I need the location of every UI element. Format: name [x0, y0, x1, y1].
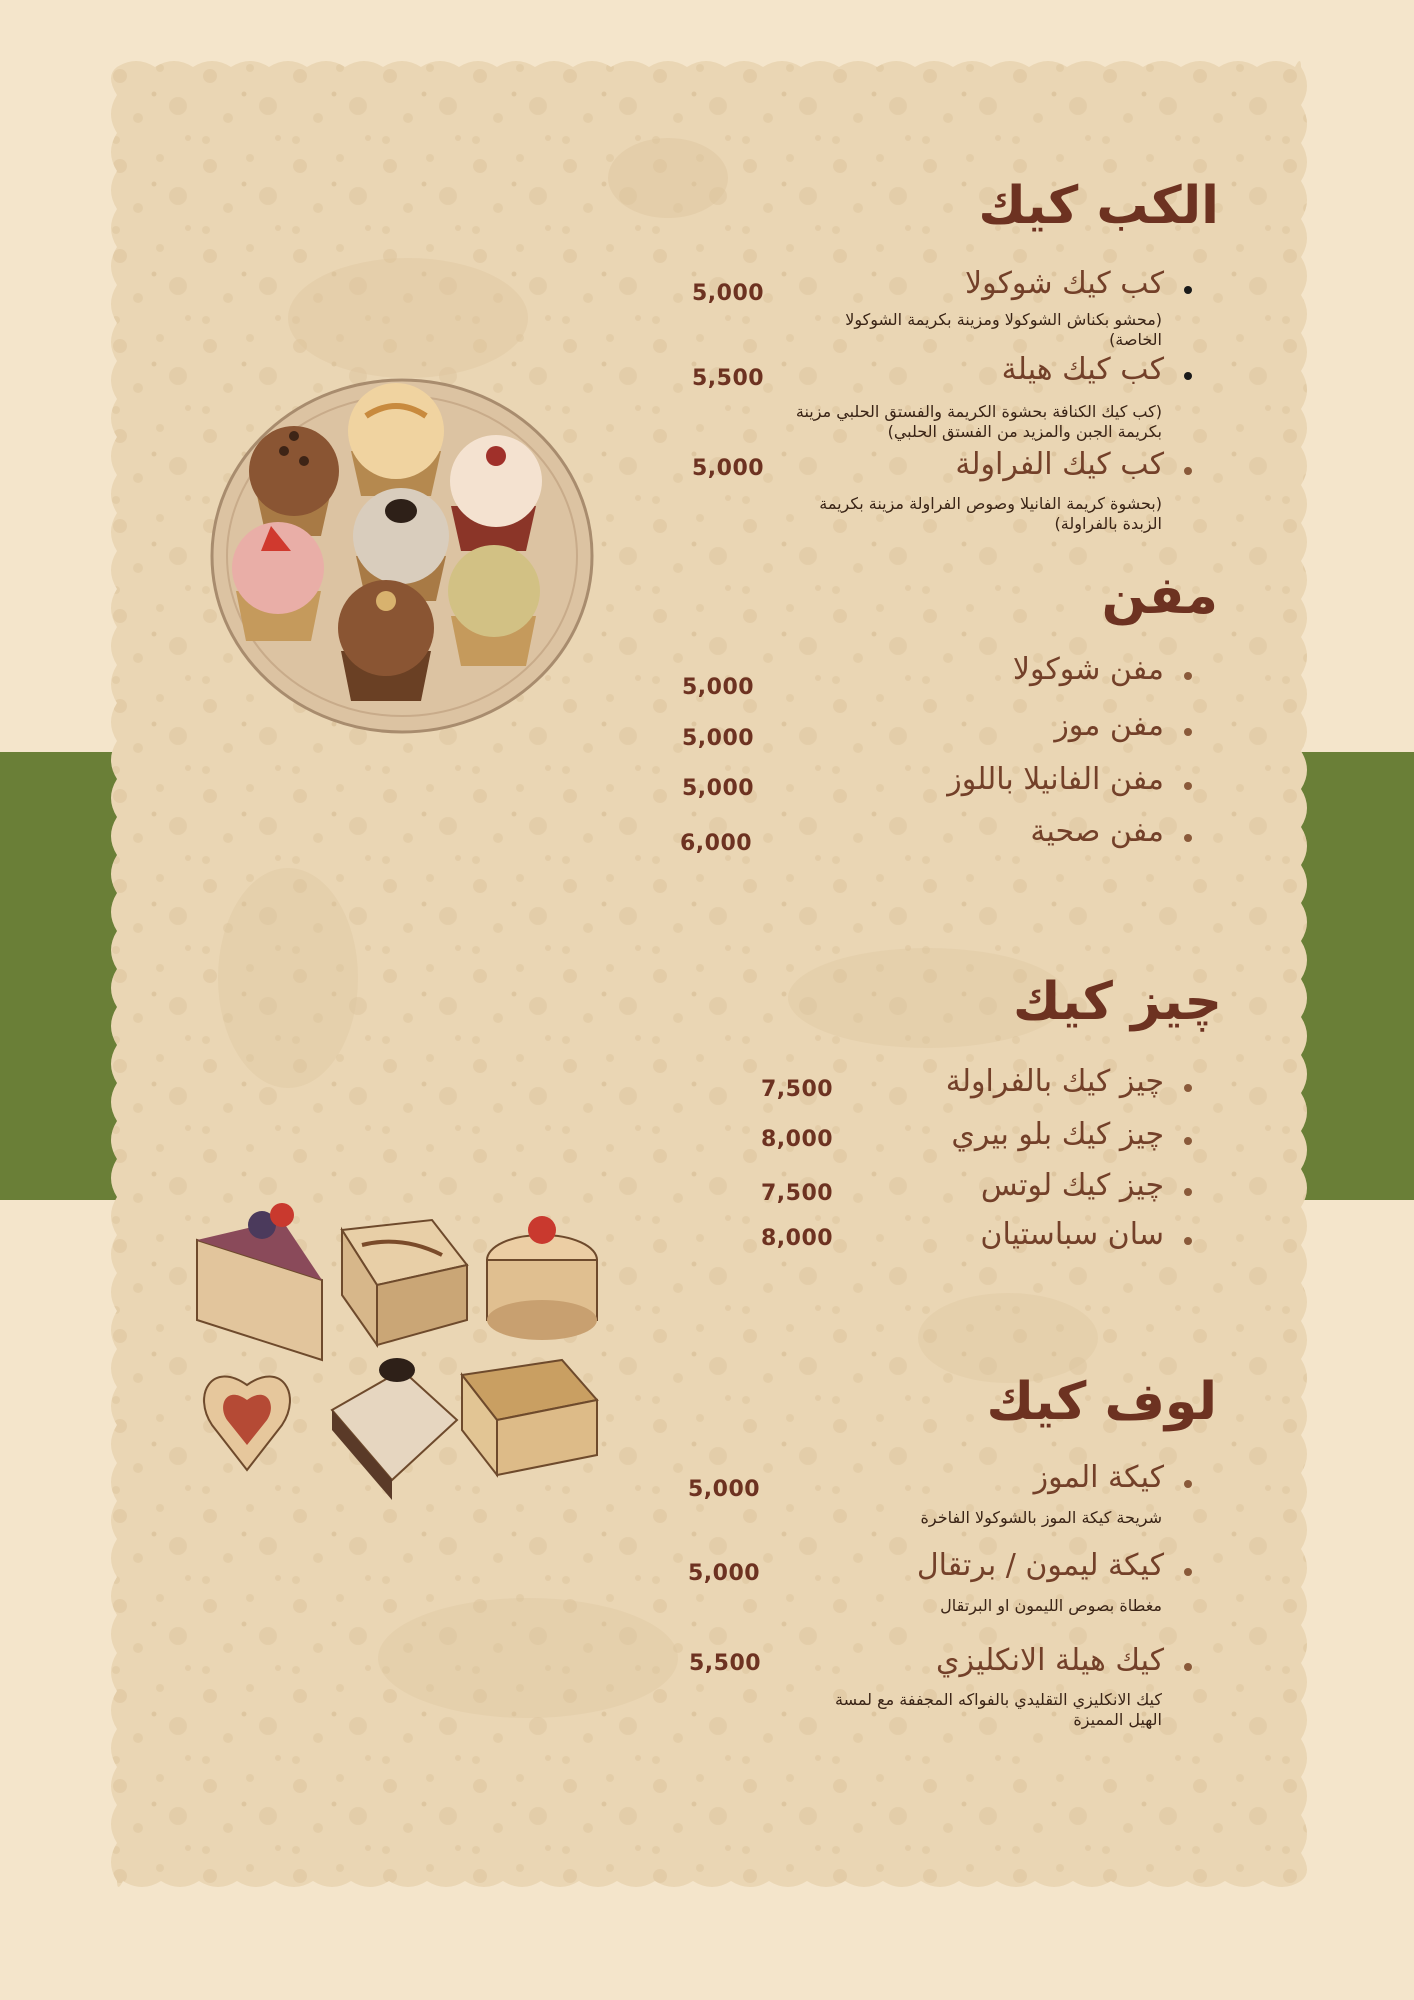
- bullet-dot: [1184, 728, 1192, 736]
- item-description: (بحشوة كريمة الفانيلا وصوص الفراولة مزينة بكريمة الزبدة بالفراولة): [819, 494, 1162, 533]
- bullet-dot: [1184, 286, 1192, 294]
- item-name: چيز كيك لوتس: [980, 1168, 1164, 1203]
- item-name: كب كيك الفراولة: [955, 447, 1164, 482]
- item-description: كيك الانكليزي التقليدي بالفواكه المجففة مع لمسة الهيل المميزة: [835, 1690, 1162, 1729]
- item-price: 8,000: [761, 1226, 834, 1251]
- item-price: 5,000: [688, 1477, 761, 1502]
- item-price: 5,000: [692, 456, 765, 481]
- item-description: (كب كيك الكنافة بحشوة الكريمة والفستق الحلبي مزينة بكريمة الجبن والمزيد من الفستق الحلبي): [795, 402, 1162, 441]
- item-name: مفن شوكولا: [1012, 652, 1164, 687]
- cupcake-icon: [232, 522, 324, 641]
- bullet-dot: [1184, 782, 1192, 790]
- cupcake-plate-illustration: [206, 376, 596, 736]
- bullet-dot: [1184, 1480, 1192, 1488]
- item-price: 7,500: [761, 1077, 834, 1102]
- item-price: 5,000: [692, 281, 765, 306]
- bullet-dot: [1184, 1568, 1192, 1576]
- cupcake-icon: [448, 545, 540, 666]
- bullet-dot: [1184, 672, 1192, 680]
- item-name: كب كيك هيلة: [1001, 352, 1164, 387]
- marble-cake-icon: [342, 1220, 467, 1345]
- item-price: 5,000: [688, 1561, 761, 1586]
- item-price: 5,500: [689, 1651, 762, 1676]
- section-title-cupcakes: الكب كيك: [978, 176, 1219, 236]
- section-title-cheesecake: چيز كيك: [1012, 972, 1222, 1032]
- bullet-dot: [1184, 372, 1192, 380]
- item-price: 5,000: [682, 726, 755, 751]
- bullet-dot: [1184, 1663, 1192, 1671]
- item-name: سان سباستيان: [980, 1217, 1164, 1252]
- caramel-cake-icon: [462, 1360, 597, 1475]
- bullet-dot: [1184, 1188, 1192, 1196]
- cupcake-icon: [348, 383, 444, 496]
- bullet-dot: [1184, 1237, 1192, 1245]
- section-title-loaf-cake: لوف كيك: [986, 1372, 1217, 1432]
- section-title-muffins: مفن: [1101, 566, 1218, 626]
- item-description: مغطاة بصوص الليمون او البرتقال: [940, 1596, 1162, 1615]
- item-name: كيك هيلة الانكليزي: [936, 1643, 1164, 1678]
- heart-cake-icon: [204, 1376, 290, 1470]
- item-name: مفن الفانيلا باللوز: [947, 762, 1164, 797]
- item-price: 5,500: [692, 366, 765, 391]
- bullet-dot: [1184, 467, 1192, 475]
- item-price: 7,500: [761, 1181, 834, 1206]
- item-price: 5,000: [682, 776, 755, 801]
- cheesecake-assortment-illustration: [192, 1200, 602, 1500]
- item-name: مفن موز: [1054, 708, 1164, 743]
- bullet-dot: [1184, 1084, 1192, 1092]
- item-name: كب كيك شوكولا: [965, 266, 1164, 301]
- item-price: 6,000: [680, 831, 753, 856]
- item-price: 8,000: [761, 1127, 834, 1152]
- cupcake-icon: [450, 435, 542, 551]
- bullet-dot: [1184, 834, 1192, 842]
- item-name: كيكة الموز: [1033, 1460, 1164, 1495]
- item-name: كيكة ليمون / برتقال: [916, 1548, 1164, 1583]
- mini-cheesecake-icon: [487, 1216, 597, 1340]
- bullet-dot: [1184, 1137, 1192, 1145]
- item-name: چيز كيك بالفراولة: [945, 1064, 1164, 1099]
- cheesecake-slice-icon: [197, 1203, 322, 1360]
- item-description: (محشو بكناش الشوكولا ومزينة بكريمة الشوكولا الخاصة): [845, 310, 1162, 349]
- item-description: شريحة كيكة الموز بالشوكولا الفاخرة: [920, 1508, 1162, 1527]
- item-name: مفن صحية: [1030, 814, 1164, 849]
- item-name: چيز كيك بلو بيري: [951, 1117, 1164, 1152]
- item-price: 5,000: [682, 675, 755, 700]
- oreo-cheesecake-icon: [332, 1358, 457, 1500]
- cupcake-icon: [338, 580, 434, 701]
